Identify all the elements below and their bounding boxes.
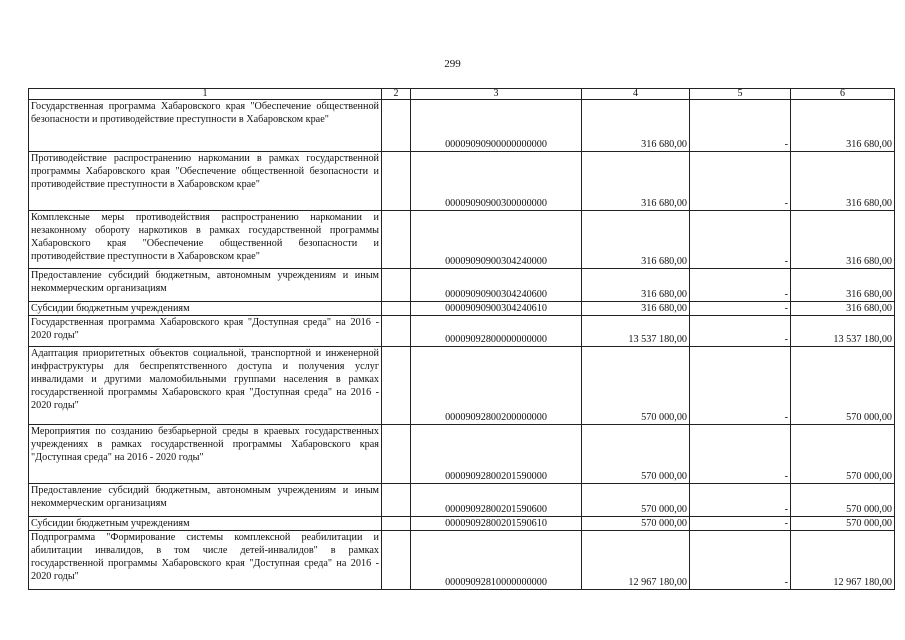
table-row — [29, 152, 895, 211]
row-code: 00009090900000000000 — [411, 100, 582, 152]
table-row — [29, 484, 895, 517]
row-col5: - — [690, 425, 791, 484]
row-col4: 316 680,00 — [582, 152, 690, 211]
table-row — [29, 269, 895, 302]
row-col6: 316 680,00 — [791, 152, 895, 211]
row-name: Государственная программа Хабаровского края "Обеспечение общественной безопасности и противодействие преступности в Хабаровском крае" — [29, 100, 382, 152]
row-code: 00009090900304240000 — [411, 211, 582, 269]
row-col5: - — [690, 517, 791, 531]
table-row — [29, 425, 895, 484]
row-code: 00009090900300000000 — [411, 152, 582, 211]
row-col4: 570 000,00 — [582, 517, 690, 531]
row-col2 — [382, 531, 411, 590]
row-col2 — [382, 211, 411, 269]
row-code: 00009092800000000000 — [411, 316, 582, 347]
row-col6: 12 967 180,00 — [791, 531, 895, 590]
row-col6: 13 537 180,00 — [791, 316, 895, 347]
row-col6: 570 000,00 — [791, 517, 895, 531]
column-header: 1 — [29, 89, 382, 100]
table-row — [29, 347, 895, 425]
row-col2 — [382, 517, 411, 531]
table-row — [29, 302, 895, 316]
row-name: Субсидии бюджетным учреждениям — [29, 302, 382, 316]
row-name: Государственная программа Хабаровского края "Доступная среда" на 2016 - 2020 годы" — [29, 316, 382, 347]
row-code: 00009092810000000000 — [411, 531, 582, 590]
table-row — [29, 316, 895, 347]
row-col6: 316 680,00 — [791, 100, 895, 152]
row-code: 00009090900304240600 — [411, 269, 582, 302]
row-col4: 570 000,00 — [582, 484, 690, 517]
row-col6: 570 000,00 — [791, 347, 895, 425]
row-col5: - — [690, 211, 791, 269]
row-col2 — [382, 100, 411, 152]
table-row — [29, 531, 895, 590]
column-header: 3 — [411, 89, 582, 100]
row-name: Противодействие распространению наркомании в рамках государственной программы Хабаровского края "Обеспечение общественной безопасности и противодействие преступности в Хабаровском крае" — [29, 152, 382, 211]
row-name: Субсидии бюджетным учреждениям — [29, 517, 382, 531]
row-code: 00009092800201590000 — [411, 425, 582, 484]
row-col2 — [382, 152, 411, 211]
row-col4: 316 680,00 — [582, 100, 690, 152]
row-col4: 316 680,00 — [582, 269, 690, 302]
row-code: 00009090900304240610 — [411, 302, 582, 316]
row-col5: - — [690, 152, 791, 211]
row-code: 00009092800201590600 — [411, 484, 582, 517]
row-col2 — [382, 269, 411, 302]
column-header: 2 — [382, 89, 411, 100]
row-col5: - — [690, 347, 791, 425]
page-number: 299 — [444, 58, 461, 70]
row-code: 00009092800200000000 — [411, 347, 582, 425]
row-col4: 570 000,00 — [582, 425, 690, 484]
row-col4: 13 537 180,00 — [582, 316, 690, 347]
row-col4: 12 967 180,00 — [582, 531, 690, 590]
row-code: 00009092800201590610 — [411, 517, 582, 531]
row-col2 — [382, 316, 411, 347]
row-col4: 316 680,00 — [582, 302, 690, 316]
table-row — [29, 100, 895, 152]
row-col5: - — [690, 302, 791, 316]
row-name: Адаптация приоритетных объектов социальной, транспортной и инженерной инфраструктуры для беспрепятственного доступа и получения услуг инвалидами и другими маломобильными группами населения в рамках государственной программы Хабаровского края "Доступная среда" на 2016 - 2020 годы" — [29, 347, 382, 425]
row-col5: - — [690, 531, 791, 590]
row-col5: - — [690, 100, 791, 152]
row-col5: - — [690, 269, 791, 302]
row-name: Предоставление субсидий бюджетным, автономным учреждениям и иным некоммерческим организациям — [29, 484, 382, 517]
row-col2 — [382, 484, 411, 517]
row-col6: 316 680,00 — [791, 211, 895, 269]
row-col2 — [382, 347, 411, 425]
column-header: 5 — [690, 89, 791, 100]
row-name: Подпрограмма "Формирование системы комплексной реабилитации и абилитации инвалидов, в том числе детей-инвалидов" в рамках государственной программы Хабаровского края "Доступная среда" на 2016 - 2020 годы" — [29, 531, 382, 590]
row-col5: - — [690, 484, 791, 517]
table-row — [29, 211, 895, 269]
table-body — [29, 89, 895, 590]
row-col6: 570 000,00 — [791, 425, 895, 484]
row-name: Предоставление субсидий бюджетным, автономным учреждениям и иным некоммерческим организациям — [29, 269, 382, 302]
row-col6: 570 000,00 — [791, 484, 895, 517]
row-col6: 316 680,00 — [791, 269, 895, 302]
table-row — [29, 517, 895, 531]
row-name: Комплексные меры противодействия распространению наркомании и незаконному обороту наркотиков в рамках государственной программы Хабаровского края "Обеспечение общественной безопасности и противодействие преступности в Хабаровском крае" — [29, 211, 382, 269]
budget-table — [28, 88, 895, 590]
row-col2 — [382, 302, 411, 316]
row-col4: 570 000,00 — [582, 347, 690, 425]
row-col4: 316 680,00 — [582, 211, 690, 269]
column-header-row — [29, 89, 895, 100]
row-col2 — [382, 425, 411, 484]
row-name: Мероприятия по созданию безбарьерной среды в краевых государственных учреждениях в рамках государственной программы Хабаровского края "Доступная среда" на 2016 - 2020 годы" — [29, 425, 382, 484]
column-header: 4 — [582, 89, 690, 100]
row-col6: 316 680,00 — [791, 302, 895, 316]
row-col5: - — [690, 316, 791, 347]
column-header: 6 — [791, 89, 895, 100]
